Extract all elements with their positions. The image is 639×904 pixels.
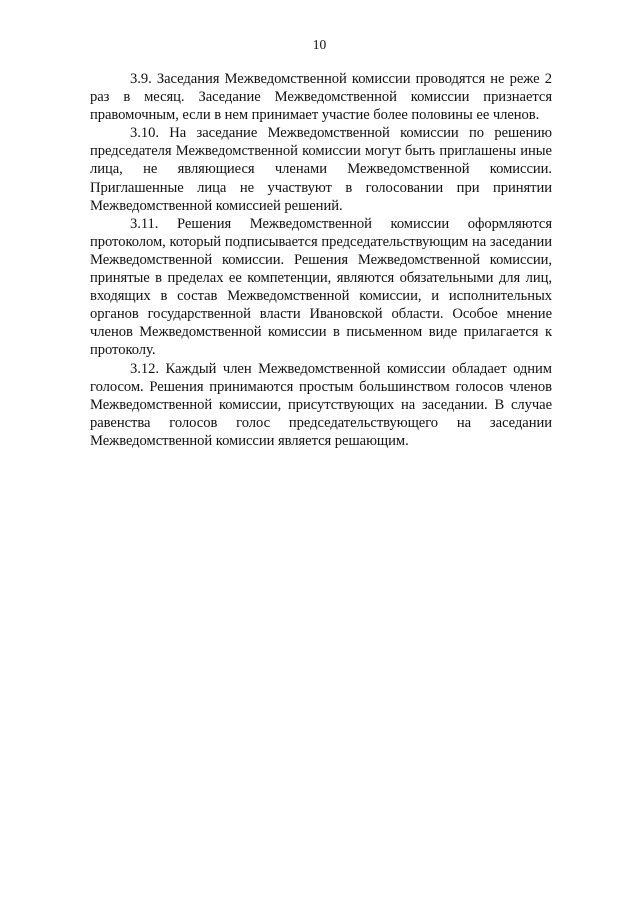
- paragraph-3-11: 3.11. Решения Межведомственной комиссии оформляются протоколом, который подписывается председательствующим на заседании Межведомственной комиссии. Решения Межведомственной комиссии, принятые в пределах ее компетенции, являются обязательными для лиц, входящих в состав Межведомственной комиссии, и исполнительных органов государственной власти Ивановской области. Особое мнение членов Межведомственной комиссии в письменном виде прилагается к протоколу.: [90, 215, 552, 359]
- document-body: [90, 70, 552, 450]
- paragraph-3-12: 3.12. Каждый член Межведомственной комиссии обладает одним голосом. Решения принимаются простым большинством голосов членов Межведомственной комиссии, присутствующих на заседании. В случае равенства голосов голос председательствующего на заседании Межведомственной комиссии является решающим.: [90, 360, 552, 449]
- page-number: 10: [312, 37, 327, 52]
- paragraph-3-10: 3.10. На заседание Межведомственной комиссии по решению председателя Межведомственной комиссии могут быть приглашены иные лица, не являющиеся членами Межведомственной комиссии. Приглашенные лица не участвуют в голосовании при принятии Межведомственной комиссией решений.: [90, 125, 552, 214]
- paragraph-3-9: 3.9. Заседания Межведомственной комиссии проводятся не реже 2 раз в месяц. Заседание Межведомственной комиссии признается правомочным, если в нем принимает участие более половины ее членов.: [90, 71, 552, 124]
